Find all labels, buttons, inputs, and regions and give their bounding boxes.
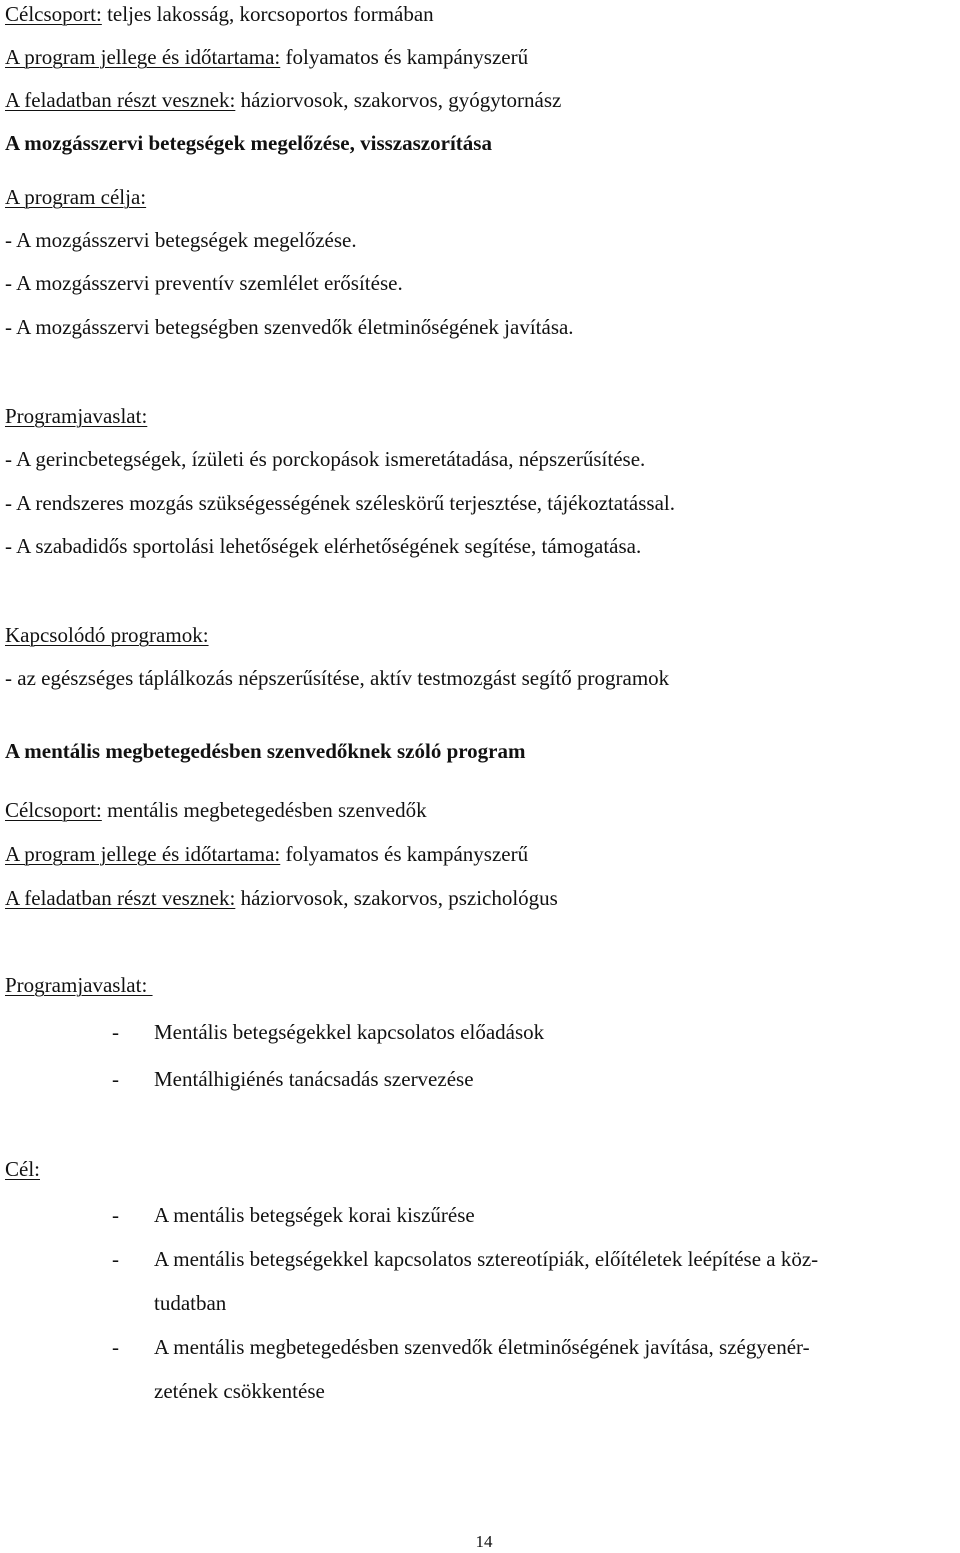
related-programs-label: Kapcsolódó programok:: [5, 623, 209, 647]
goal-item: - A mozgásszervi betegségben szenvedők életminőségének javítása.: [5, 315, 574, 339]
program-nature-value: folyamatos és kampányszerű: [280, 45, 529, 69]
goal-item-continuation: zetének csökkentése: [154, 1379, 325, 1403]
program-nature-label: A program jellege és időtartama:: [5, 842, 281, 866]
bullet-dash: -: [112, 1203, 119, 1227]
target-group-value: teljes lakosság, korcsoportos formában: [101, 2, 434, 26]
proposal-item: - A szabadidős sportolási lehetőségek elérhetőségének segítése, támogatása.: [5, 534, 642, 558]
bullet-dash: -: [112, 1020, 119, 1044]
goal-item: A mentális betegségekkel kapcsolatos sztereotípiák, előítéletek leépítése a köz-: [154, 1247, 819, 1271]
page-number: 14: [475, 1532, 493, 1551]
proposal-item: - A gerincbetegségek, ízületi és porckopások ismeretátadása, népszerűsítése.: [5, 447, 646, 471]
participants-value: háziorvosok, szakorvos, gyógytornász: [235, 88, 562, 112]
program-nature-line: [5, 840, 528, 868]
participants-value: háziorvosok, szakorvos, pszichológus: [235, 886, 558, 910]
proposal-item: Mentálhigiénés tanácsadás szervezése: [154, 1067, 474, 1091]
program-nature-line: [5, 43, 528, 71]
participants-line: [5, 86, 561, 114]
proposal-label: Programjavaslat:: [5, 404, 148, 428]
goal-item: - A mozgásszervi betegségek megelőzése.: [5, 228, 357, 252]
target-group-label: Célcsoport:: [5, 798, 102, 822]
bullet-dash: -: [112, 1067, 119, 1091]
participants-label: A feladatban részt vesznek:: [5, 88, 236, 112]
goal-item: A mentális megbetegedésben szenvedők életminőségének javítása, szégyenér-: [154, 1335, 810, 1359]
proposal-item: - A rendszeres mozgás szükségességének széleskörű terjesztése, tájékoztatással.: [5, 491, 675, 515]
program-nature-value: folyamatos és kampányszerű: [280, 842, 529, 866]
bullet-dash: -: [112, 1247, 119, 1271]
proposal-item: Mentális betegségekkel kapcsolatos előadások: [154, 1020, 545, 1044]
target-group-line: [5, 796, 427, 824]
bullet-dash: -: [112, 1335, 119, 1359]
goal-item: - A mozgásszervi preventív szemlélet erősítése.: [5, 271, 403, 295]
target-group-line: [5, 0, 434, 28]
goal-label: Cél:: [5, 1157, 40, 1181]
section-heading-mental: A mentális megbetegedésben szenvedőknek szóló program: [5, 739, 526, 763]
proposal-label: Programjavaslat:: [5, 973, 153, 997]
section-heading-musculoskeletal: A mozgásszervi betegségek megelőzése, visszaszorítása: [5, 131, 492, 155]
goal-item: A mentális betegségek korai kiszűrése: [154, 1203, 475, 1227]
target-group-value: mentális megbetegedésben szenvedők: [101, 798, 427, 822]
related-programs-item: - az egészséges táplálkozás népszerűsítése, aktív testmozgást segítő programok: [5, 666, 670, 690]
participants-label: A feladatban részt vesznek:: [5, 886, 236, 910]
goal-item-continuation: tudatban: [154, 1291, 227, 1315]
program-goal-label: A program célja:: [5, 185, 147, 209]
program-nature-label: A program jellege és időtartama:: [5, 45, 281, 69]
participants-line: [5, 884, 558, 912]
target-group-label: Célcsoport:: [5, 2, 102, 26]
